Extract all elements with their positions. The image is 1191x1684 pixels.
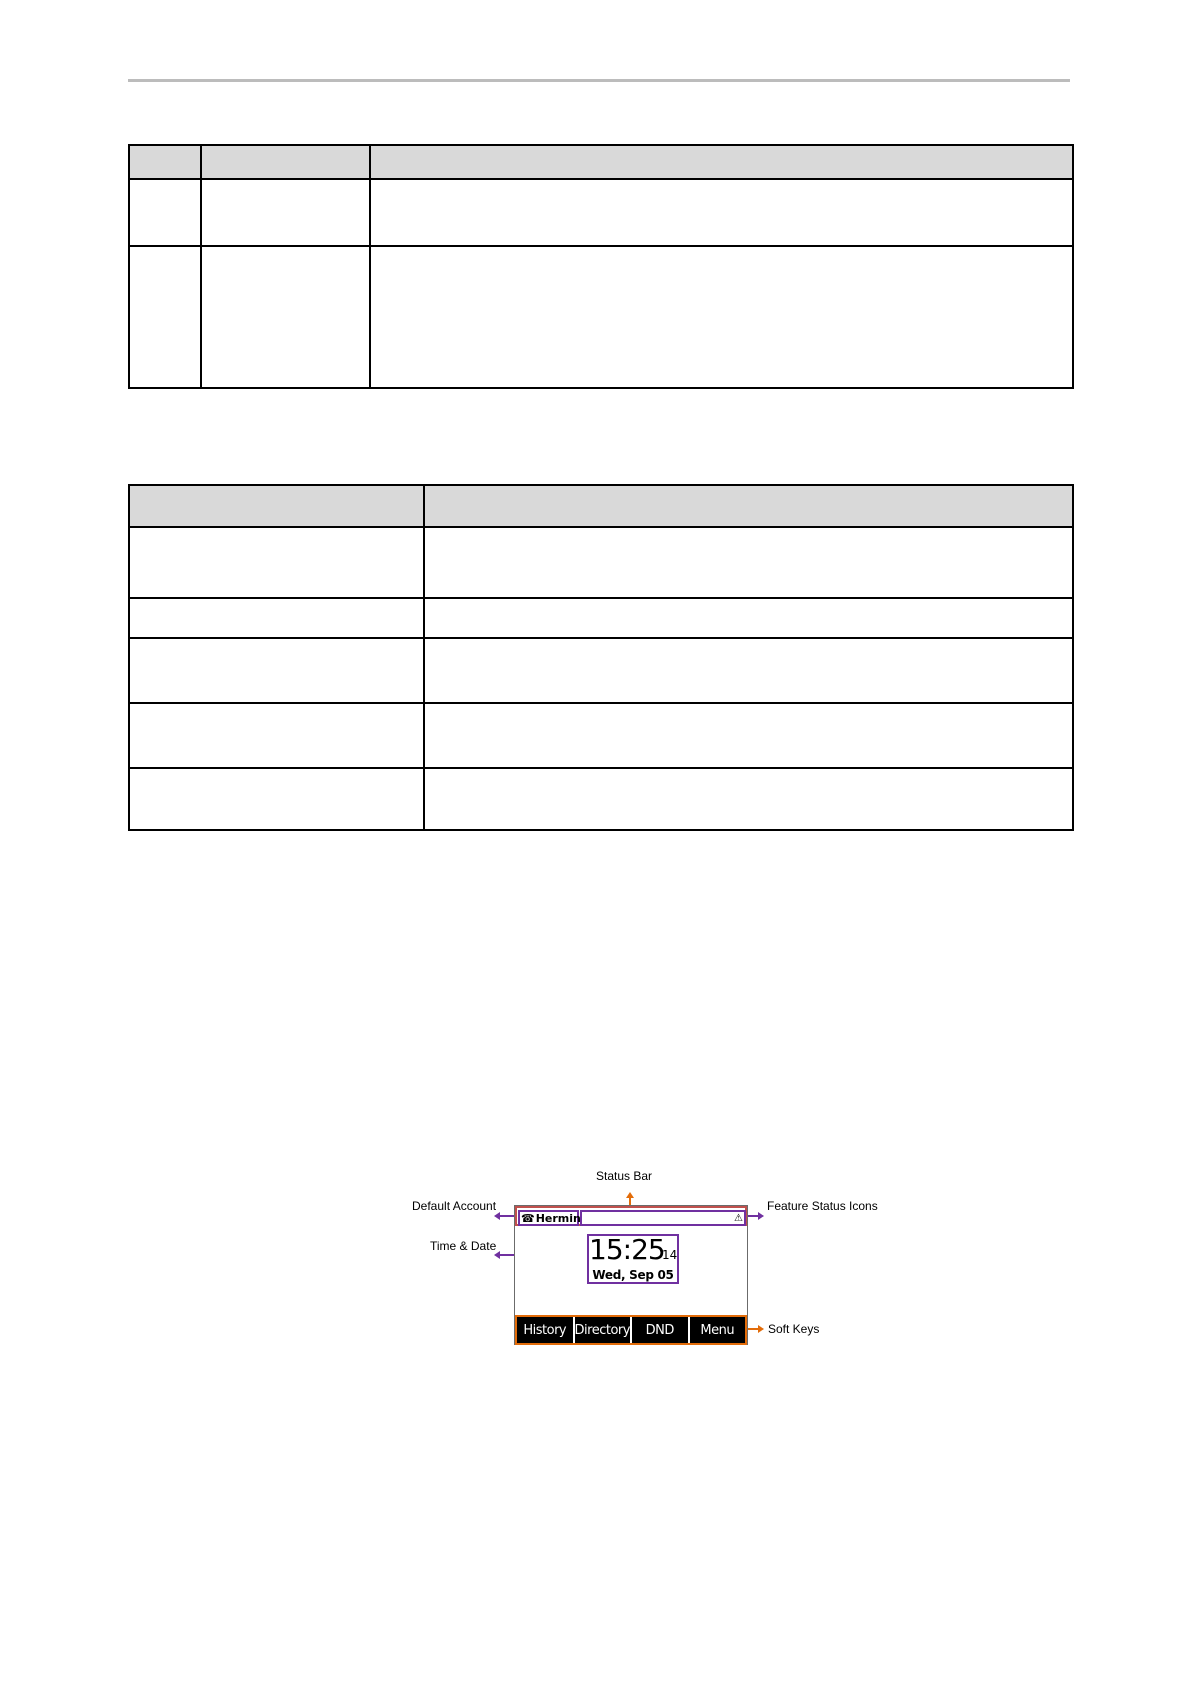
account-name: Hermin — [535, 1211, 581, 1225]
header-rule — [128, 79, 1070, 82]
table-header-cell — [424, 485, 1073, 527]
status-bar-label: Status Bar — [596, 1169, 653, 1183]
soft-keys-arrow-line — [748, 1328, 758, 1330]
feature-status-icons-label: Feature Status Icons — [767, 1199, 878, 1213]
table-cell — [424, 638, 1073, 703]
table-header-cell — [129, 145, 201, 179]
table-cell — [129, 179, 201, 246]
clock-time: 15:25 — [589, 1233, 665, 1266]
status-bar-arrow-line — [629, 1197, 631, 1205]
table-row — [129, 703, 1073, 768]
softkey-directory[interactable]: Directory — [575, 1317, 633, 1343]
status-bar — [515, 1206, 747, 1226]
table-row — [129, 638, 1073, 703]
softkey-dnd[interactable]: DND — [632, 1317, 690, 1343]
table-1 — [128, 144, 1074, 389]
phone-icon: ☎ — [521, 1211, 535, 1225]
table-header-row — [129, 485, 1073, 527]
table-header-cell — [129, 485, 424, 527]
table-row — [129, 598, 1073, 638]
table-cell — [129, 638, 424, 703]
softkey-menu[interactable]: Menu — [700, 1322, 735, 1338]
table-header-cell — [201, 145, 370, 179]
lcd-screen — [514, 1205, 748, 1345]
default-account[interactable] — [518, 1210, 579, 1226]
clock-seconds: 14 — [662, 1248, 678, 1262]
warning-icon: ⚠ — [734, 1213, 743, 1224]
soft-keys — [515, 1315, 747, 1345]
table-header-row — [129, 145, 1073, 179]
table-row — [129, 768, 1073, 830]
table-cell — [129, 246, 201, 388]
table-cell — [424, 527, 1073, 598]
table-header-cell — [370, 145, 1073, 179]
table-2 — [128, 484, 1074, 831]
table-row — [129, 246, 1073, 388]
softkey-history[interactable]: History — [517, 1317, 575, 1343]
time-date-label: Time & Date — [430, 1239, 497, 1253]
table-cell — [424, 598, 1073, 638]
feature-status-arrow — [758, 1212, 764, 1220]
table-cell — [129, 598, 424, 638]
time-date — [587, 1234, 679, 1284]
clock-date: Wed, Sep 05 — [592, 1268, 674, 1282]
table-row — [129, 527, 1073, 598]
table-cell — [129, 527, 424, 598]
table-cell — [370, 179, 1073, 246]
default-account-label: Default Account — [412, 1199, 497, 1213]
table-cell — [201, 179, 370, 246]
feature-status-icons — [580, 1210, 746, 1226]
table-cell — [129, 703, 424, 768]
table-cell — [129, 768, 424, 830]
table-cell — [424, 768, 1073, 830]
soft-keys-label: Soft Keys — [768, 1322, 820, 1336]
idle-screen-diagram — [380, 1170, 880, 1350]
table-cell — [201, 246, 370, 388]
table-cell — [424, 703, 1073, 768]
soft-keys-arrow — [758, 1325, 764, 1333]
feature-status-arrow-line — [748, 1215, 758, 1217]
table-row — [129, 179, 1073, 246]
table-cell — [370, 246, 1073, 388]
